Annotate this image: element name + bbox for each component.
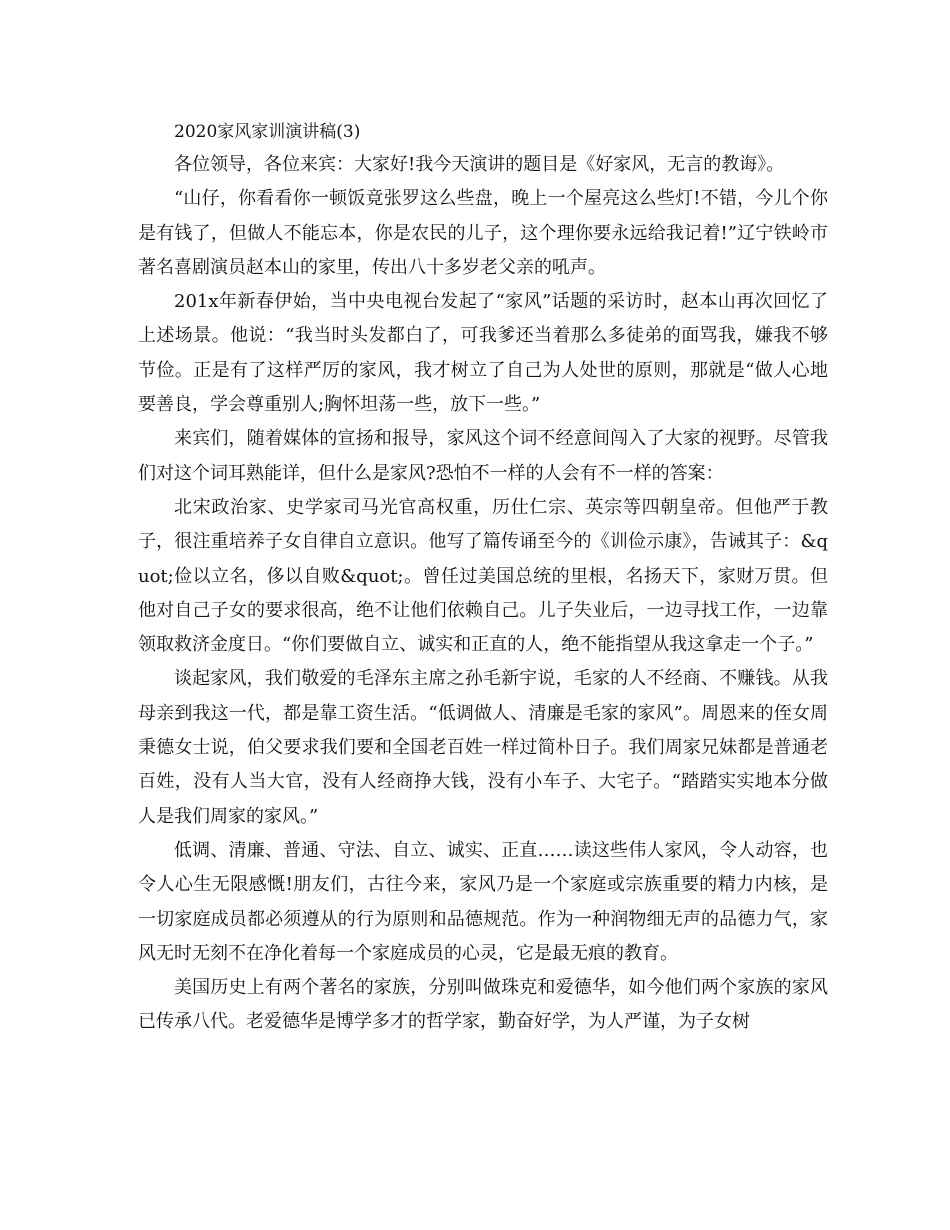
- paragraph-father-quote: “山仔，你看看你一顿饭竟张罗这么些盘，晚上一个屋亮这么些灯!不错，今儿个你是有钱了，但做人不能忘本，你是农民的儿子，这个理你要永远给我记着!”辽宁铁岭市著名喜剧演员赵本山的家里，传出八十多岁老父亲的吼声。: [138, 188, 828, 278]
- paragraph-sima-guang-reagan: 北宋政治家、史学家司马光官高权重，历仕仁宗、英宗等四朝皇帝。但他严于教子，很注重培养子女自律自立意识。他写了篇传诵至今的《训俭示康》，告诫其子：&quot;俭以立名，侈以自败&quot;。曾任过美国总统的里根，名扬天下，家财万贯。但他对自己子女的要求很高，绝不让他们依赖自己。儿子失业后，一边寻找工作，一边靠领取救济金度日。“你们要做自立、诚实和正直的人，绝不能指望从我这拿走一个子。”: [138, 496, 828, 656]
- paragraph-mao-zhou: 谈起家风，我们敬爱的毛泽东主席之孙毛新宇说，毛家的人不经商、不赚钱。从我母亲到我这一代，都是靠工资生活。“低调做人、清廉是毛家的家风”。周恩来的侄女周秉德女士说，伯父要求我们要和全国老百姓一样过简朴日子。我们周家兄妹都是普通老百姓，没有人当大官，没有人经商挣大钱，没有小车子、大宅子。“踏踏实实地本分做人是我们周家的家风。”: [138, 668, 828, 827]
- document-title: 2020家风家训演讲稿(3): [174, 122, 361, 142]
- paragraph-interview: 201x年新春伊始，当中央电视台发起了“家风”话题的采访时，赵本山再次回忆了上述场景。他说：“我当时头发都白了，可我爹还当着那么多徒弟的面骂我，嫌我不够节俭。正是有了这样严厉的家风，我才树立了自己为人处世的原则，那就是“做人心地要善良，学会尊重别人;胸怀坦荡一些，放下一些。”: [138, 291, 828, 416]
- paragraph-greeting: 各位领导，各位来宾：大家好!我今天演讲的题目是《好家风，无言的教诲》。: [174, 154, 785, 175]
- paragraph-american-families: 美国历史上有两个著名的家族，分别叫做珠克和爱德华，如今他们两个家族的家风已传承八代。老爱德华是博学多才的哲学家，勤奋好学，为人严谨，为子女树: [138, 977, 828, 1033]
- document-body: [138, 116, 828, 1040]
- paragraph-what-is-family-style: 来宾们，随着媒体的宣扬和报导，家风这个词不经意间闯入了大家的视野。尽管我们对这个词耳熟能详，但什么是家风?恐怕不一样的人会有不一样的答案：: [138, 428, 828, 484]
- paragraph-reflection: 低调、清廉、普通、守法、自立、诚实、正直……读这些伟人家风，令人动容，也令人心生无限感慨!朋友们，古往今来，家风乃是一个家庭或宗族重要的精力内核，是一切家庭成员都必须遵从的行为原则和品德规范。作为一种润物细无声的品德力气，家风无时无刻不在净化着每一个家庭成员的心灵，它是最无痕的教育。: [138, 839, 828, 964]
